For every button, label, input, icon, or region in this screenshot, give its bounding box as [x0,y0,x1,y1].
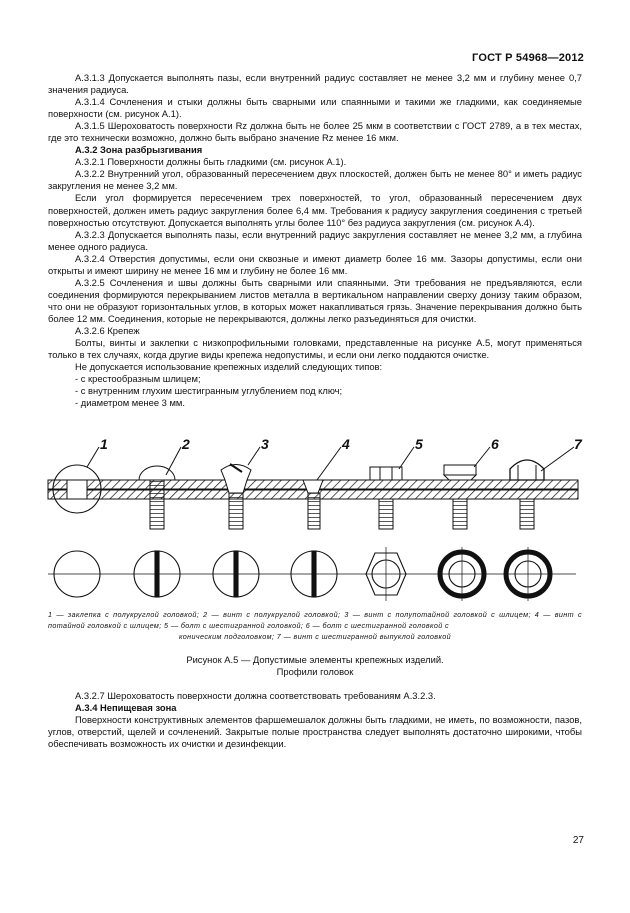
label-7: 7 [574,437,582,452]
page-number: 27 [572,835,584,846]
legend-line-2: коническим подголовком; 7 — винт с шестигранной выпуклой головкой [178,632,452,641]
legend-line-1: 1 — заклепка с полукруглой головкой; 2 — винт с полукруглой головкой; 3 — винт с полупотайной головкой с шлицем; 4 — винт с потайной головкой с шлицем; 5 — болт с шестигранной головкой; 6 — болт с шестигранной головкой с [48,610,582,630]
para-a325: А.3.2.5 Сочленения и швы должны быть сварными или спаянными. Эти требования не предъявляются, если соединения формируются перекрыванием листов металла в вертикальном направлении сверху донизу таким образом, что они не образуют горизонтальных углов, в которых может накапливаться грязь. Значение перекрывания должно быть более 12 мм. Соединения, которые не перекрываются, должны легко разъединяться для очистки. [48,276,582,324]
label-1: 1 [100,437,108,452]
para-three-surfaces: Если угол формируется пересечением трех поверхностей, то угол, образованный пересечением двух поверхностей, должен иметь радиус закругления более 6,4 мм. Требования к радиусу закругления соединения с третьей поверхностью отсутствуют. Допускается выполнять углы более 110° без радиуса закругления (см. рисунок А.4). [48,192,582,228]
para-a313: А.3.1.3 Допускается выполнять пазы, если внутренний радиус составляет не менее 3,2 мм и глубину менее 0,7 значения радиуса. [48,72,582,96]
label-6: 6 [491,437,499,452]
fastener-figure [44,437,584,602]
para-a326-heading: А.3.2.6 Крепеж [75,324,140,336]
label-5: 5 [415,437,423,452]
para-a315: А.3.1.5 Шероховатость поверхности Rz должна быть не более 25 мкм в соответствии с ГОСТ 2789, а в тех местах, где это технически возможно, должно быть выбрано значение Rz менее 16 мкм. [48,120,582,144]
head-top-views [48,547,576,601]
body-text-bottom [48,690,582,750]
para-fasteners: Болты, винты и заклепки с низкопрофильными головками, представленные на рисунке А.5, могут применяться только в тех случаях, когда другие виды крепежа недопустимы, и если они легко поддаются очистке. [48,337,582,361]
figure-caption [48,654,582,678]
figure-legend [48,609,582,642]
section-a34-heading: А.3.4 Непищевая зона [75,702,177,714]
caption-line-2: Профили головок [276,666,354,677]
para-a321: А.3.2.1 Поверхности должны быть гладкими (см. рисунок А.1). [75,156,347,168]
para-a323: А.3.2.3 Допускается выполнять пазы, если внутренний радиус закругления составляет не менее 3,2 мм, а глубина менее одного радиуса. [48,228,582,252]
body-text-top [48,72,582,409]
caption-line-1: Рисунок А.5 — Допустимые элементы крепежных изделий. [186,654,444,665]
list-item-diameter: - диаметром менее 3 мм. [75,397,185,409]
para-a322: А.3.2.2 Внутренний угол, образованный пересечением двух плоскостей, должен быть не менее 80° и иметь радиус закругления не менее 3,2 мм. [48,168,582,192]
label-3: 3 [261,437,269,452]
list-item-hex-socket: - с внутренним глухим шестигранным углублением под ключ; [75,385,343,397]
para-a314: А.3.1.4 Сочленения и стыки должны быть сварными или спаянными и такими же гладкими, как соединяемые поверхности (см. рисунок А.1). [48,96,582,120]
para-a324: А.3.2.4 Отверстия допустимы, если они сквозные и имеют диаметр более 16 мм. Зазоры допустимы, если они открыты и имеют ширину не менее 16 мм и глубину не более 16 мм. [48,252,582,276]
para-non-food-zone: Поверхности конструктивных элементов фаршемешалок должны быть гладкими, не иметь, по возможности, пазов, углов, отверстий, щелей и сочленений. Закрытые полые пространства следует выполнять достаточно широкими, чтобы обеспечивать возможность их очистки и дезинфекции. [48,714,582,750]
para-a327: А.3.2.7 Шероховатость поверхности должна соответствовать требованиям А.3.2.3. [75,690,436,701]
fastener-4-countersunk [303,480,323,529]
list-item-cross-slot: - с крестообразным шлицем; [75,373,201,385]
label-2: 2 [182,437,190,452]
standard-header: ГОСТ Р 54968—2012 [472,52,584,64]
fastener-labels [100,437,583,452]
label-4: 4 [342,437,350,452]
section-a32-heading: А.3.2 Зона разбрызгивания [75,144,203,156]
para-not-allowed: Не допускается использование крепежных изделий следующих типов: [75,361,383,373]
